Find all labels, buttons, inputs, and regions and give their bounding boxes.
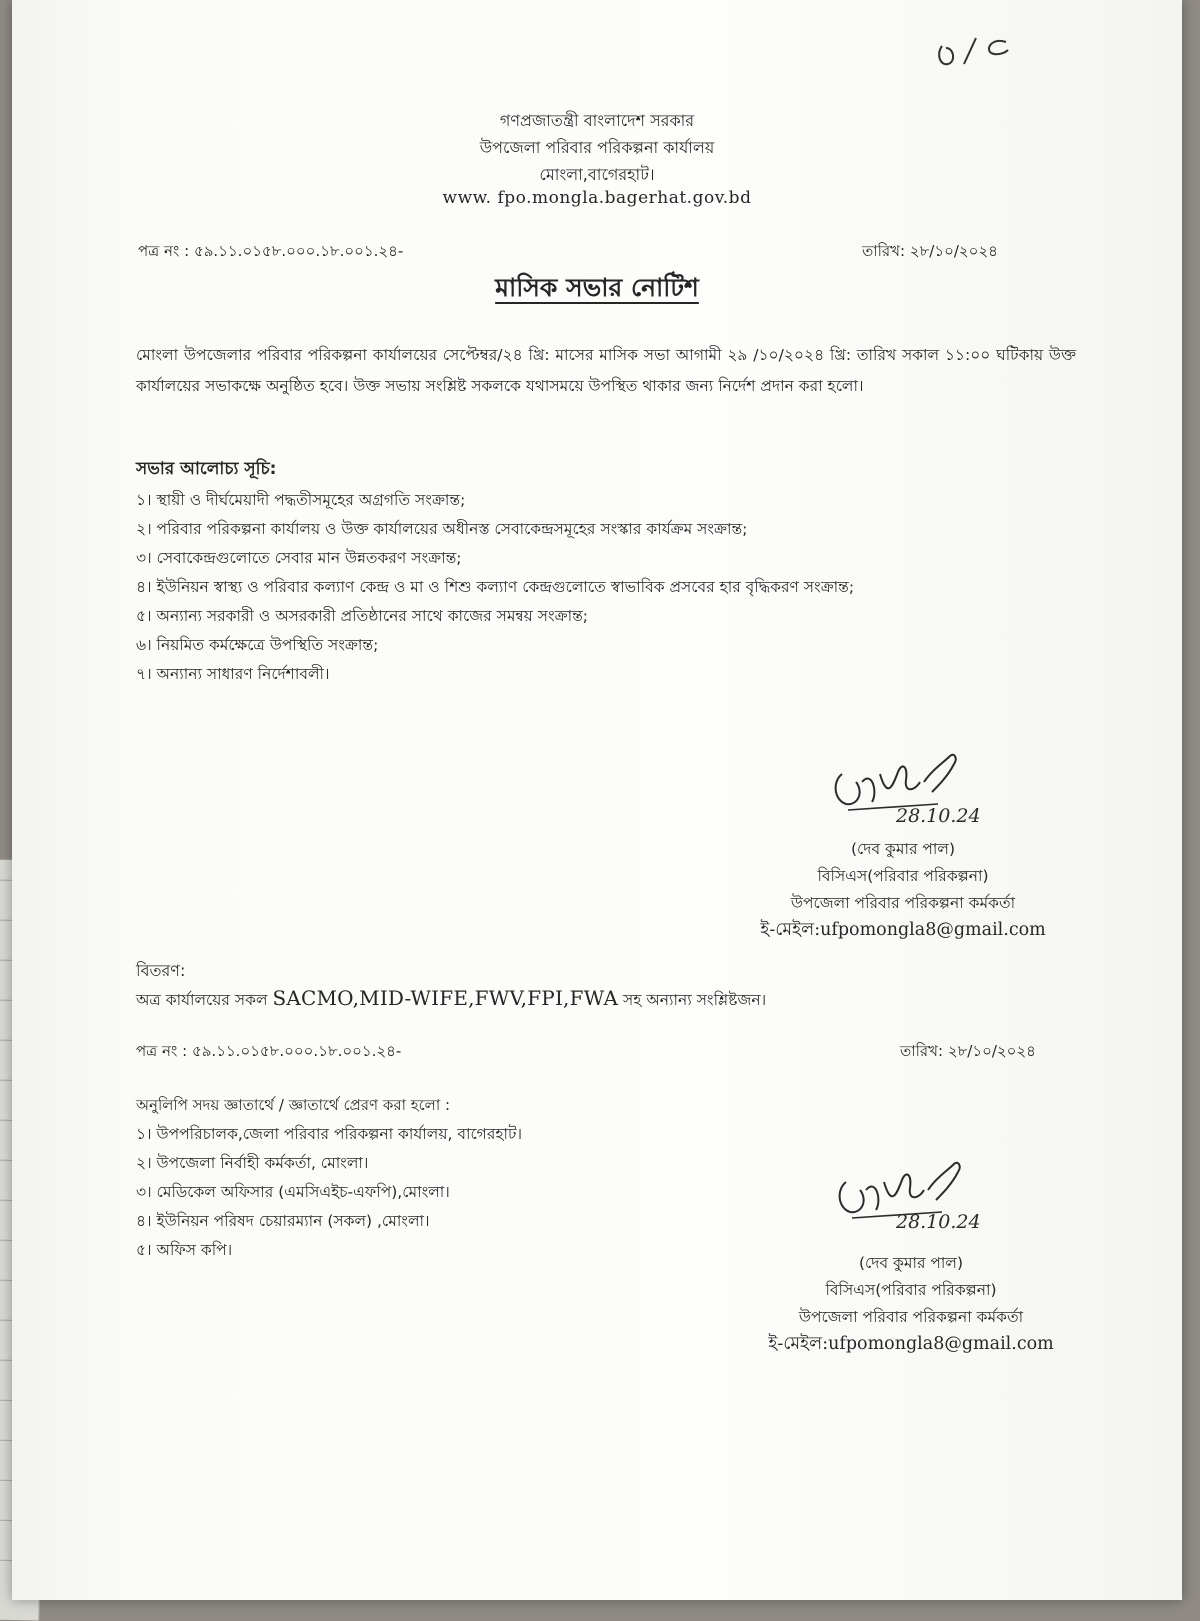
copy-recipient: ১। উপপরিচালক,জেলা পরিবার পরিকল্পনা কার্যালয়, বাগেরহাট। [136, 1125, 522, 1143]
signature-date [892, 800, 1012, 830]
page-title: মাসিক সভার নোটিশ [495, 273, 699, 302]
distribution-heading: বিতরণ: [136, 961, 186, 980]
copies-heading: অনুলিপি সদয় জ্ঞাতার্থে / জ্ঞাতার্থে প্রেরণ করা হলো : [136, 1096, 450, 1114]
agenda-item: ৬। নিয়মিত কর্মক্ষেত্রে উপস্থিতি সংক্রান্ত; [136, 636, 379, 654]
agenda-item: ৪। ইউনিয়ন স্বাস্থ্য ও পরিবার কল্যাণ কেন্দ্র ও মা ও শিশু কল্যাণ কেন্দ্রগুলোতে স্বাভাবিক প্রসবের হার বৃদ্ধিকরণ সংক্রান্ত; [136, 578, 855, 596]
memo-number: পত্র নং : ৫৯.১১.০১৫৮.০০০.১৮.০০১.২৪- [138, 242, 404, 260]
signature-block-2 [736, 1250, 1086, 1358]
office-website: www. fpo.mongla.bagerhat.gov.bd [442, 188, 752, 208]
copy-recipient: ৩। মেডিকেল অফিসার (এমসিএইচ-এফপি),মোংলা। [136, 1183, 450, 1201]
signatory-name: (দেব কুমার পাল) [850, 840, 956, 858]
corner-note-handwriting [934, 26, 1024, 76]
agenda-item: ১। স্থায়ী ও দীর্ঘমেয়াদী পদ্ধতীসমূহের অগ্রগতি সংক্রান্ত; [136, 491, 466, 509]
signatory-name-2: (দেব কুমার পাল) [858, 1254, 964, 1272]
office-name: উপজেলা পরিবার পরিকল্পনা কার্যালয় [479, 138, 715, 157]
svg-text:28.10.24: 28.10.24 [896, 805, 981, 827]
svg-text:28.10.24: 28.10.24 [896, 1211, 981, 1233]
gov-title: গণপ্রজাতন্ত্রী বাংলাদেশ সরকার [499, 111, 695, 130]
signatory-email: ই-মেইল:ufpomongla8@gmail.com [760, 920, 1046, 940]
agenda-item: ৫। অন্যান্য সরকারী ও অসরকারী প্রতিষ্ঠানের সাথে কাজের সমন্বয় সংক্রান্ত; [136, 607, 588, 625]
signatory-designation-2: বিসিএস(পরিবার পরিকল্পনা) [825, 1281, 997, 1299]
agenda-heading: সভার আলোচ্য সূচি: [136, 459, 277, 479]
agenda-item: ২। পরিবার পরিকল্পনা কার্যালয় ও উক্ত কার্যালয়ের অধীনস্ত সেবাকেন্দ্রসমূহের সংস্কার কার্যক্রম সংক্রান্ত; [136, 520, 748, 538]
distribution-prefix: অত্র কার্যালয়ের সকল [136, 991, 268, 1009]
agenda-item: ৩। সেবাকেন্দ্রগুলোতে সেবার মান উন্নতকরণ সংক্রান্ত; [136, 549, 462, 567]
signatory-title-2: উপজেলা পরিবার পরিকল্পনা কর্মকর্তা [798, 1308, 1024, 1326]
agenda-list [136, 486, 854, 689]
copy-recipient: ২। উপজেলা নির্বাহী কর্মকর্তা, মোংলা। [136, 1154, 369, 1172]
memo-date-2: তারিখ: ২৮/১০/২০২৪ [900, 1042, 1036, 1060]
signature-block [728, 836, 1078, 944]
copy-recipient: ৪। ইউনিয়ন পরিষদ চেয়ারম্যান (সকল) ,মোংলা। [136, 1212, 430, 1230]
memo-number-2: পত্র নং : ৫৯.১১.০১৫৮.০০০.১৮.০০১.২৪- [136, 1042, 402, 1060]
signatory-designation: বিসিএস(পরিবার পরিকল্পনা) [817, 867, 989, 885]
copies-list [136, 1120, 522, 1265]
notice-paper [12, 0, 1182, 1600]
office-location: মোংলা,বাগেরহাট। [539, 165, 655, 184]
distribution-line [136, 986, 766, 1014]
signatory-email-2: ই-মেইল:ufpomongla8@gmail.com [768, 1334, 1054, 1354]
memo-date: তারিখ: ২৮/১০/২০২৪ [862, 242, 998, 260]
notice-body: মোংলা উপজেলার পরিবার পরিকল্পনা কার্যালয়ের সেপ্টেম্বর/২৪ খ্রি: মাসের মাসিক সভা আগামী ২৯ /১০/২০২৪ খ্রি: তারিখ সকাল ১১:০০ ঘটিকায় উক্ত কার্যালয়ের সভাকক্ষে অনুষ্ঠিত হবে। উক্ত সভায় সংশ্লিষ্ট সকলকে যথাসময়ে উপস্থিত থাকার জন্য নির্দেশ প্রদান করা হলো। [136, 346, 1076, 395]
signature-date-2 [892, 1206, 1012, 1236]
copy-recipient: ৫। অফিস কপি। [136, 1241, 233, 1259]
distribution-suffix: সহ অন্যান্য সংশ্লিষ্টজন। [623, 991, 767, 1009]
agenda-item: ৭। অন্যান্য সাধারণ নির্দেশাবলী। [136, 665, 330, 683]
signatory-title: উপজেলা পরিবার পরিকল্পনা কর্মকর্তা [790, 894, 1016, 912]
distribution-roles: SACMO,MID-WIFE,FWV,FPI,FWA [272, 986, 619, 1010]
